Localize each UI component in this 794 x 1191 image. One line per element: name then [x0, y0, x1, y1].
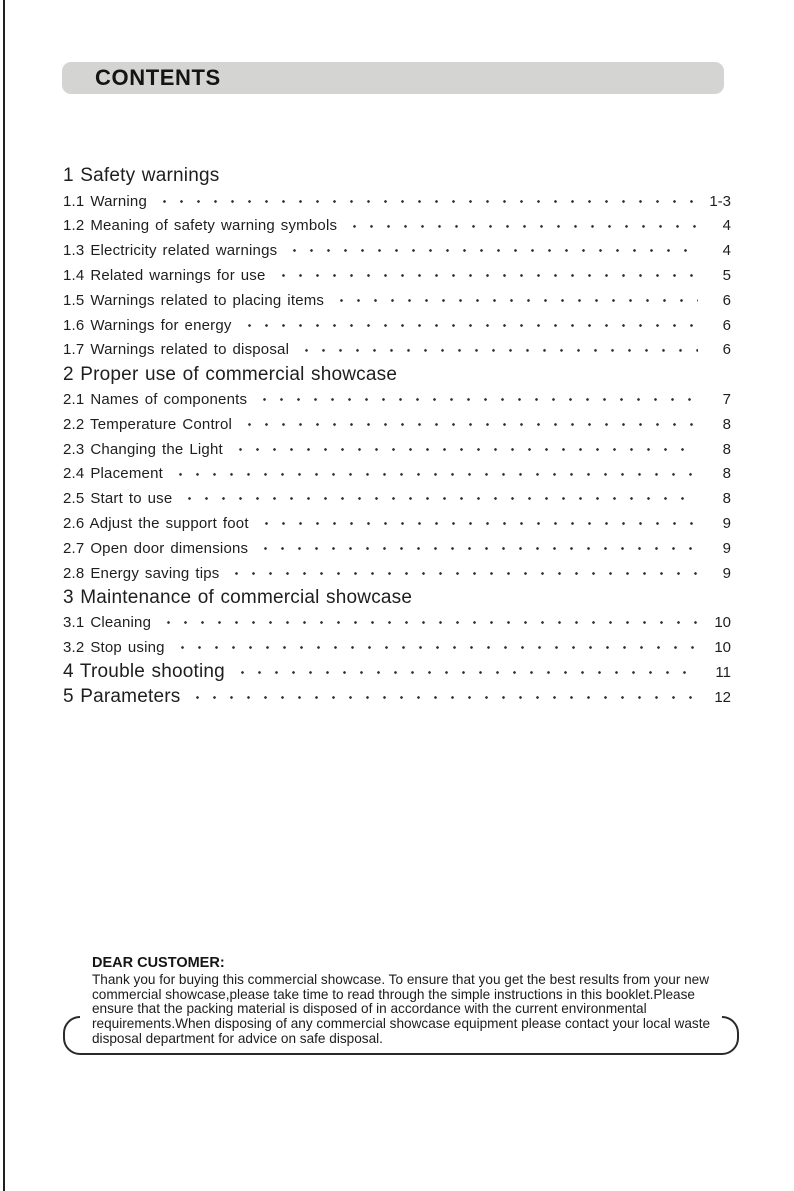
toc-item: [63, 635, 731, 660]
toc-section-heading: [63, 586, 731, 611]
toc-heading-label: 4 Trouble shooting: [63, 661, 225, 683]
contents-header-bar: [62, 62, 724, 94]
dot-leader: [296, 338, 698, 363]
toc-item: [63, 263, 731, 288]
toc-item: [63, 288, 731, 313]
page-edge-line: [3, 0, 5, 1191]
toc-item-label: 1.2 Meaning of safety warning symbols: [63, 217, 338, 235]
toc-item: [63, 338, 731, 363]
page-number: 8: [722, 490, 731, 508]
toc-section-heading: [63, 685, 731, 710]
toc-item-label: 1.7 Warnings related to disposal: [63, 341, 290, 359]
dot-leader: [158, 610, 698, 635]
page-number: 7: [722, 391, 731, 409]
dot-leader: [170, 462, 698, 487]
dot-leader: [239, 313, 698, 338]
dot-leader: [232, 660, 698, 685]
dot-leader: [226, 561, 698, 586]
dot-leader: [331, 288, 698, 313]
customer-note-heading: DEAR CUSTOMER:: [92, 955, 225, 971]
toc-item: [63, 462, 731, 487]
page-number: 4: [722, 217, 731, 235]
dot-leader: [344, 214, 698, 239]
dot-leader: [255, 536, 698, 561]
toc-item-label: 3.1 Cleaning: [63, 614, 152, 632]
toc-item: [63, 387, 731, 412]
toc-item: [63, 313, 731, 338]
toc-heading-label: 5 Parameters: [63, 686, 181, 708]
toc-item: [63, 412, 731, 437]
toc-item-label: 1.4 Related warnings for use: [63, 267, 266, 285]
dot-leader: [284, 238, 698, 263]
page-number: 9: [722, 564, 731, 582]
toc-heading-label: 2 Proper use of commercial showcase: [63, 363, 398, 385]
toc-item-label: 1.3 Electricity related warnings: [63, 242, 278, 260]
page-number: 12: [714, 688, 731, 706]
toc-item-label: 2.7 Open door dimensions: [63, 539, 249, 557]
toc-item: [63, 437, 731, 462]
page-number: 4: [722, 242, 731, 260]
dot-leader: [172, 635, 698, 660]
toc-item-label: 1.1 Warning: [63, 192, 148, 210]
toc-item-label: 2.6 Adjust the support foot: [63, 515, 249, 533]
dot-leader: [254, 387, 698, 412]
toc-item: [63, 486, 731, 511]
table-of-contents: [63, 164, 731, 710]
toc-item-label: 2.2 Temperature Control: [63, 415, 233, 433]
toc-item-label: 2.8 Energy saving tips: [63, 564, 220, 582]
page-number: 8: [722, 465, 731, 483]
toc-item-label: 3.2 Stop using: [63, 639, 165, 657]
dot-leader: [154, 189, 698, 214]
toc-item: [63, 511, 731, 536]
dot-leader: [230, 437, 698, 462]
toc-heading-label: 3 Maintenance of commercial showcase: [63, 586, 413, 608]
page-number: 11: [715, 663, 731, 681]
toc-section-heading: [63, 660, 731, 685]
page-number: 5: [722, 267, 731, 285]
toc-item: [63, 610, 731, 635]
toc-item-label: 2.5 Start to use: [63, 490, 173, 508]
toc-item-label: 2.3 Changing the Light: [63, 440, 223, 458]
page-number: 8: [722, 440, 731, 458]
page-title: CONTENTS: [95, 65, 221, 90]
dot-leader: [256, 511, 698, 536]
toc-item: [63, 536, 731, 561]
toc-item-label: 1.5 Warnings related to placing items: [63, 291, 325, 309]
dot-leader: [187, 685, 698, 710]
dot-leader: [273, 263, 698, 288]
toc-item-label: 2.4 Placement: [63, 465, 163, 483]
page-number: 10: [714, 639, 731, 657]
page-number: 6: [722, 291, 731, 309]
page-number: 9: [722, 515, 731, 533]
customer-note: [92, 955, 734, 1047]
toc-section-heading: [63, 164, 731, 189]
toc-item: [63, 189, 731, 214]
dot-leader: [239, 412, 698, 437]
toc-item: [63, 238, 731, 263]
toc-item: [63, 561, 731, 586]
toc-item-label: 2.1 Names of components: [63, 391, 248, 409]
page-number: 10: [714, 614, 731, 632]
page-number: 6: [722, 341, 731, 359]
page-number: 8: [722, 415, 731, 433]
toc-item: [63, 214, 731, 239]
customer-note-body: Thank you for buying this commercial showcase. To ensure that you get the best results from your new commercial showcase,please take time to read through the simple instructions in this booklet.Please ensure that the packing material is disposed of in accordance with the current environmental requirements.When disposing of any commercial showcase equipment please contact your local waste disposal department for advice on safe disposal.: [92, 972, 711, 1046]
toc-section-heading: [63, 362, 731, 387]
toc-item-label: 1.6 Warnings for energy: [63, 316, 232, 334]
page-number: 6: [722, 316, 731, 334]
dot-leader: [179, 486, 698, 511]
page-number: 9: [722, 539, 731, 557]
toc-heading-label: 1 Safety warnings: [63, 165, 220, 187]
page-number: 1-3: [709, 192, 731, 210]
